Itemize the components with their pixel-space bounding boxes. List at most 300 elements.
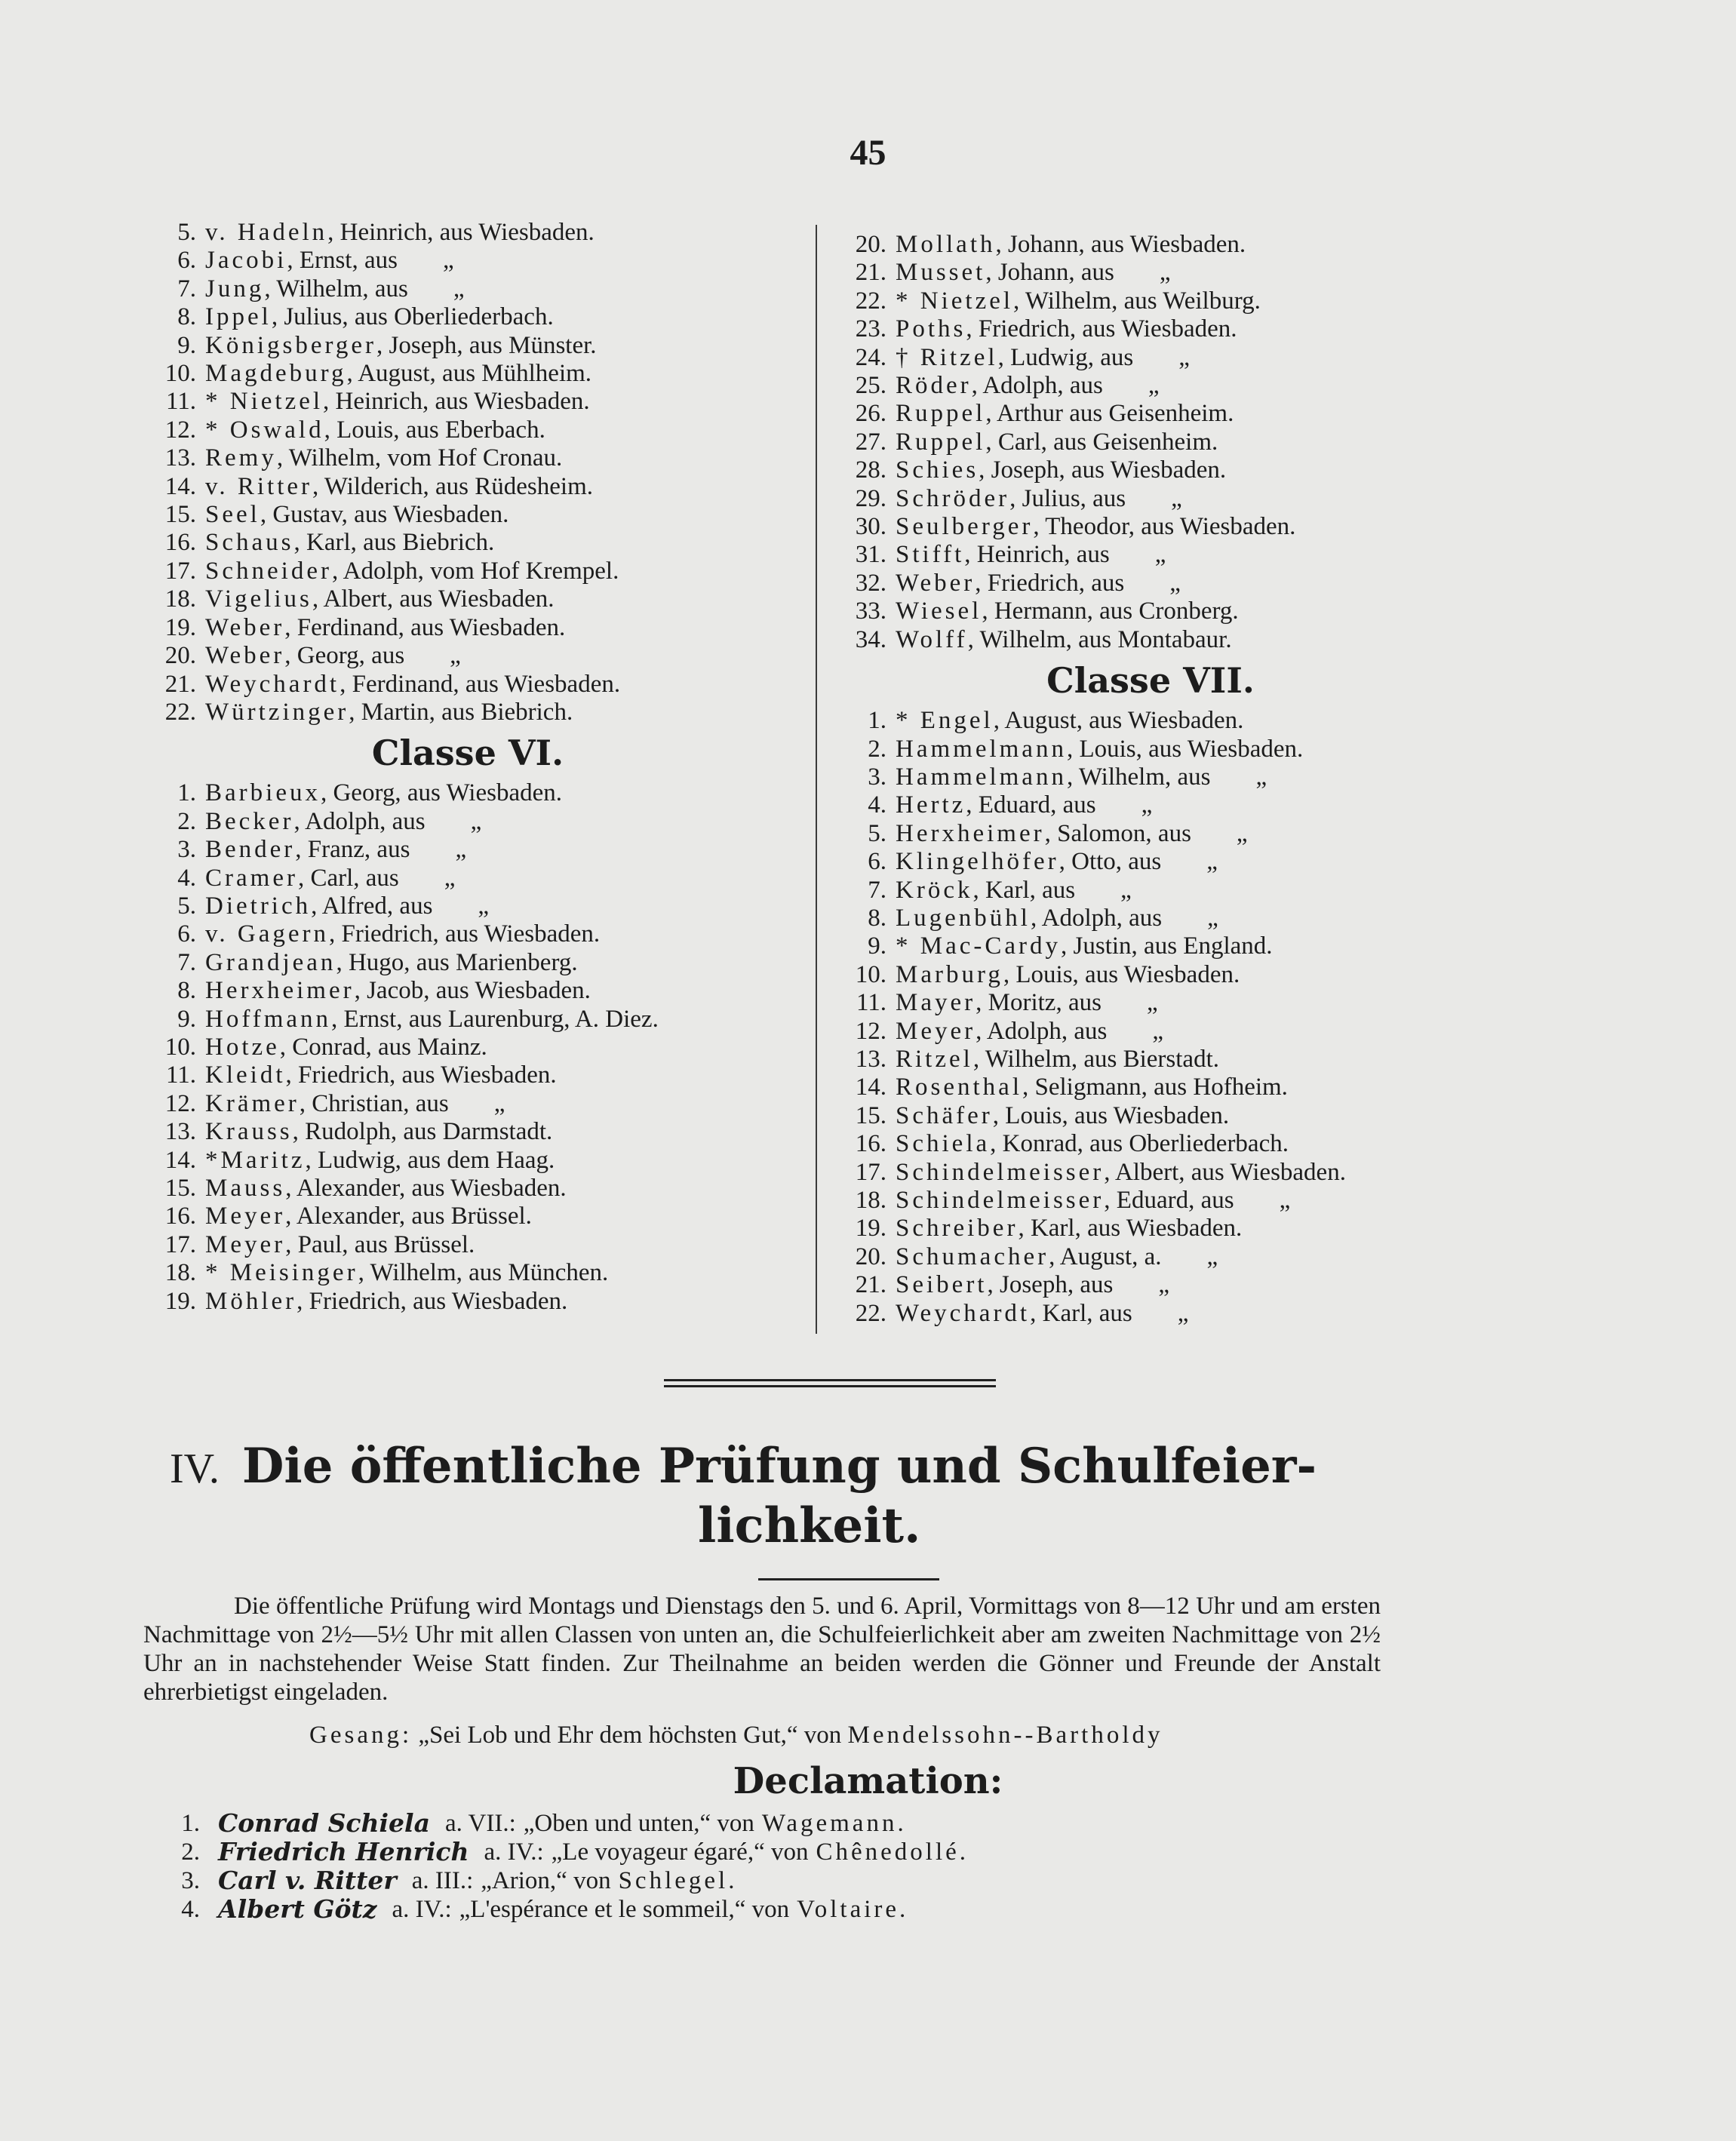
list-item	[136, 779, 800, 807]
left-top-list	[136, 219, 800, 726]
ditto-mark: „	[493, 1089, 505, 1117]
entry-surname: Ruppel	[896, 400, 986, 428]
entry-number: 8.	[868, 904, 886, 932]
entry-number: 29.	[855, 484, 886, 512]
list-item	[826, 231, 1475, 259]
list-item	[136, 1006, 800, 1034]
entry-number: 18.	[855, 1187, 886, 1214]
entry-details: , Wilhelm, aus	[264, 275, 408, 303]
entry-details: , Carl, aus	[297, 864, 399, 892]
entry-surname: Weber	[205, 613, 285, 641]
entry-surname: Dietrich	[205, 892, 312, 920]
list-item	[826, 597, 1475, 625]
list-item	[826, 1271, 1475, 1299]
entry-surname: Marburg	[896, 960, 1003, 988]
entry-details: , Julius, aus Oberliederbach.	[271, 303, 554, 331]
declamation-item	[162, 1895, 969, 1924]
declamation-piece: „Arion,“ von	[481, 1867, 611, 1894]
entry-surname: * Engel	[896, 707, 994, 735]
entry-details: , Joseph, aus Münster.	[376, 331, 597, 359]
entry-number: 19.	[164, 613, 196, 641]
entry-details: , Louis, aus Wiesbaden.	[992, 1101, 1230, 1129]
entry-number: 28.	[855, 456, 886, 484]
ditto-mark: „	[1178, 343, 1190, 371]
ditto-mark: „	[1148, 372, 1160, 400]
entry-details: , Jacob, aus Wiesbaden.	[354, 977, 591, 1005]
list-item	[136, 614, 800, 642]
entry-surname: Seibert	[896, 1271, 988, 1299]
gesang-text: „Sei Lob und Ehr dem höchsten Gut,“ von	[418, 1722, 842, 1749]
entry-details: , Albert, aus Wiesbaden.	[312, 585, 555, 613]
list-item	[826, 485, 1475, 513]
declamation-class: a. VII.:	[444, 1810, 516, 1837]
list-item	[826, 372, 1475, 400]
entry-number: 20.	[164, 642, 196, 670]
entry-number: 17.	[164, 557, 196, 585]
entry-number: 14.	[855, 1074, 886, 1101]
entry-number: 17.	[164, 1230, 196, 1258]
entry-surname: Weychardt	[896, 1299, 1031, 1327]
entry-details: , Conrad, aus Mainz.	[279, 1033, 487, 1061]
entry-number: 16.	[164, 529, 196, 557]
list-item	[826, 315, 1475, 343]
list-item	[826, 541, 1475, 569]
entry-details: , Louis, aus Wiesbaden.	[1066, 735, 1304, 763]
list-item	[136, 1061, 800, 1089]
entry-details: , Johann, aus Wiesbaden.	[995, 231, 1246, 258]
left-class-list	[136, 779, 800, 1316]
declamation-item	[162, 1838, 969, 1866]
ditto-mark: „	[1141, 791, 1153, 819]
ditto-mark: „	[470, 807, 482, 835]
gesang-label: Gesang:	[309, 1722, 413, 1749]
ditto-mark: „	[1159, 259, 1171, 287]
entry-number: 4.	[868, 791, 886, 819]
entry-surname: Grandjean	[205, 948, 336, 976]
entry-number: 5.	[177, 892, 196, 920]
list-item	[136, 416, 800, 444]
entry-number: 7.	[868, 876, 886, 904]
list-item	[826, 400, 1475, 428]
list-item	[136, 699, 800, 726]
list-item	[136, 1259, 800, 1287]
entry-number: 12.	[164, 416, 196, 444]
entry-surname: v. Gagern	[205, 920, 329, 948]
entry-number: 8.	[177, 977, 196, 1005]
ditto-mark: „	[1206, 848, 1218, 876]
section-title-line2: lichkeit.	[698, 1497, 921, 1554]
entry-details: , Ernst, aus	[287, 247, 398, 275]
entry-surname: Becker	[205, 807, 294, 835]
entry-details: , Ferdinand, aus Wiesbaden.	[284, 613, 566, 641]
entry-number: 4.	[177, 864, 196, 892]
entry-number: 20.	[855, 1243, 886, 1270]
list-item	[136, 671, 800, 699]
entry-surname: Röder	[896, 372, 972, 400]
entry-details: , Johann, aus	[985, 259, 1114, 287]
entry-number: 27.	[855, 428, 886, 456]
entry-surname: *Maritz	[205, 1146, 306, 1174]
ditto-mark: „	[1158, 1271, 1169, 1299]
entry-number: 9.	[177, 331, 196, 359]
entry-number: 31.	[855, 541, 886, 569]
entry-surname: Vigelius	[205, 585, 312, 613]
entry-number: 21.	[855, 259, 886, 287]
entry-details: , Eduard, aus	[1104, 1187, 1234, 1214]
entry-surname: Jung	[205, 275, 265, 303]
entry-number: 18.	[164, 585, 196, 613]
entry-surname: Wiesel	[896, 597, 982, 625]
list-item	[136, 1175, 800, 1203]
list-item	[826, 763, 1475, 791]
entry-details: , Christian, aus	[299, 1089, 449, 1117]
list-item	[826, 1300, 1475, 1328]
list-item	[136, 920, 800, 948]
entry-surname: Schaus	[205, 529, 294, 557]
ditto-mark: „	[1169, 569, 1181, 597]
entry-details: , Wilhelm, vom Hof Cronau.	[276, 444, 563, 472]
ditto-mark: „	[1236, 819, 1248, 847]
entry-details: , Friedrich, aus Wiesbaden.	[297, 1287, 568, 1315]
list-item	[136, 1034, 800, 1061]
entry-details: , Adolph, vom Hof Krempel.	[331, 557, 619, 585]
entry-number: 15.	[855, 1101, 886, 1129]
list-item	[826, 848, 1475, 876]
entry-surname: Herxheimer	[205, 977, 355, 1005]
entry-number: 23.	[855, 315, 886, 343]
list-item	[826, 932, 1475, 960]
list-item	[826, 791, 1475, 819]
declamation-number: 2.	[181, 1838, 200, 1866]
declamation-class: a. IV.:	[484, 1838, 544, 1866]
entry-surname: Krauss	[205, 1118, 293, 1146]
list-item	[136, 444, 800, 472]
ditto-mark: „	[1255, 763, 1267, 791]
entry-details: , Hermann, aus Cronberg.	[982, 597, 1239, 625]
entry-details: , Gustav, aus Wiesbaden.	[260, 501, 509, 529]
entry-number: 24.	[855, 343, 886, 371]
entry-number: 11.	[165, 388, 196, 416]
entry-surname: Schindelmeisser	[896, 1187, 1105, 1214]
list-item	[826, 259, 1475, 287]
list-item	[136, 977, 800, 1005]
entry-surname: Stifft	[896, 541, 965, 569]
entry-number: 18.	[164, 1259, 196, 1287]
list-item	[136, 865, 800, 892]
entry-surname: Seulberger	[896, 513, 1034, 541]
list-item	[826, 1102, 1475, 1130]
list-item	[826, 1046, 1475, 1074]
entry-surname: Klingelhöfer	[896, 848, 1059, 876]
entry-number: 22.	[164, 698, 196, 726]
entry-number: 2.	[868, 735, 886, 763]
section-separator	[664, 1379, 996, 1391]
page-number: 45	[850, 133, 886, 173]
entry-surname: Barbieux	[205, 779, 321, 807]
entry-surname: Hoffmann	[205, 1005, 332, 1033]
entry-surname: Schröder	[896, 484, 1010, 512]
declamation-person: Conrad Schiela	[218, 1808, 430, 1838]
entry-surname: Würtzinger	[205, 698, 349, 726]
entry-surname: Lugenbühl	[896, 904, 1031, 932]
list-item	[136, 1147, 800, 1175]
entry-details: , Albert, aus Wiesbaden.	[1104, 1158, 1346, 1186]
right-class-list	[826, 707, 1475, 1328]
ditto-mark: „	[455, 836, 467, 864]
ditto-mark: „	[1207, 904, 1218, 932]
entry-surname: Hammelmann	[896, 763, 1067, 791]
list-item	[826, 877, 1475, 905]
right-column	[826, 231, 1475, 1328]
entry-details: , Franz, aus	[295, 836, 410, 864]
declamation-piece: „L'espérance et le sommeil,“ von	[459, 1896, 790, 1923]
entry-details: , Ludwig, aus	[997, 343, 1134, 371]
declamation-author: Chênedollé.	[816, 1838, 969, 1866]
entry-details: , Theodor, aus Wiesbaden.	[1033, 513, 1296, 541]
declamation-author: Wagemann.	[761, 1810, 907, 1837]
entry-details: , Justin, aus England.	[1061, 932, 1273, 960]
entry-surname: * Mac-Cardy	[896, 932, 1062, 960]
list-item	[136, 585, 800, 613]
ditto-mark: „	[478, 892, 490, 920]
class-heading-vii: Classe VII.	[1046, 660, 1255, 702]
ditto-mark: „	[1279, 1187, 1291, 1214]
entry-surname: Jacobi	[205, 247, 287, 275]
declamation-piece: „Oben und unten,“ von	[523, 1810, 754, 1837]
entry-surname: v. Ritter	[205, 472, 313, 500]
ditto-mark: „	[453, 275, 465, 303]
entry-number: 13.	[164, 444, 196, 472]
declamation-person: Albert Götz	[218, 1894, 377, 1924]
entry-number: 3.	[868, 763, 886, 791]
entry-surname: Weychardt	[205, 670, 340, 698]
entry-surname: Schneider	[205, 557, 332, 585]
entry-details: , Martin, aus Biebrich.	[349, 698, 573, 726]
entry-surname: Weber	[205, 642, 285, 670]
ditto-mark: „	[442, 247, 454, 275]
entry-number: 21.	[164, 670, 196, 698]
entry-details: , August, a.	[1049, 1243, 1162, 1270]
entry-number: 32.	[855, 569, 886, 597]
entry-number: 1.	[868, 707, 886, 735]
list-item	[826, 344, 1475, 372]
ditto-mark: „	[1177, 1299, 1189, 1327]
entry-number: 5.	[868, 819, 886, 847]
left-column	[136, 219, 800, 1316]
entry-number: 1.	[177, 779, 196, 807]
entry-surname: Mauss	[205, 1175, 286, 1202]
entry-surname: † Ritzel	[896, 343, 998, 371]
entry-details: , August, aus Wiesbaden.	[993, 707, 1244, 735]
entry-details: , Friedrich, aus	[975, 569, 1125, 597]
entry-details: , Hugo, aus Marienberg.	[336, 948, 578, 976]
list-item	[826, 513, 1475, 541]
entry-number: 34.	[855, 625, 886, 653]
list-item	[136, 1090, 800, 1118]
entry-surname: Mollath	[896, 231, 996, 258]
entry-number: 14.	[164, 472, 196, 500]
list-item	[136, 836, 800, 864]
list-item	[136, 529, 800, 557]
entry-surname: Rosenthal	[896, 1074, 1022, 1101]
declamation-number: 1.	[181, 1810, 200, 1837]
entry-surname: Krämer	[205, 1089, 300, 1117]
entry-details: , Julius, aus	[1009, 484, 1126, 512]
entry-details: , Ernst, aus Laurenburg, A. Diez.	[331, 1005, 659, 1033]
declamation-person: Carl v. Ritter	[218, 1866, 397, 1895]
entry-details: , Alexander, aus Brüssel.	[285, 1203, 532, 1230]
entry-number: 12.	[855, 1017, 886, 1045]
entry-number: 10.	[164, 1033, 196, 1061]
entry-surname: Schindelmeisser	[896, 1158, 1105, 1186]
entry-surname: * Nietzel	[205, 388, 324, 416]
list-item	[136, 360, 800, 388]
exam-paragraph	[143, 1592, 1381, 1706]
entry-number: 15.	[164, 501, 196, 529]
entry-number: 11.	[165, 1061, 196, 1089]
list-item	[826, 1215, 1475, 1243]
section-title	[170, 1438, 1483, 1555]
entry-number: 11.	[856, 989, 886, 1017]
ditto-mark: „	[444, 864, 456, 892]
declamation-class: a. III.:	[411, 1867, 474, 1894]
entry-surname: Wolff	[896, 625, 968, 653]
entry-surname: Bender	[205, 836, 296, 864]
entry-number: 12.	[164, 1089, 196, 1117]
list-item	[136, 303, 800, 331]
entry-details: , Paul, aus Brüssel.	[285, 1230, 475, 1258]
entry-surname: Schumacher	[896, 1243, 1049, 1270]
title-rule	[758, 1578, 939, 1580]
list-item	[826, 736, 1475, 763]
entry-number: 7.	[177, 948, 196, 976]
entry-surname: Schies	[896, 456, 979, 484]
list-item	[136, 388, 800, 416]
list-item	[136, 247, 800, 275]
entry-details: , Wilhelm, aus Bierstadt.	[972, 1045, 1219, 1073]
entry-details: , Adolph, aus	[293, 807, 426, 835]
entry-details: , Karl, aus Biebrich.	[293, 529, 495, 557]
entry-details: , Heinrich, aus Wiesbaden.	[323, 388, 590, 416]
ditto-mark: „	[1171, 484, 1182, 512]
entry-surname: Schiela	[896, 1130, 991, 1158]
entry-details: , Arthur aus Geisenheim.	[985, 400, 1234, 428]
entry-number: 22.	[855, 287, 886, 315]
list-item	[826, 1018, 1475, 1046]
entry-details: , Wilhelm, aus	[1066, 763, 1211, 791]
declamation-number: 3.	[181, 1867, 200, 1894]
list-item	[136, 1231, 800, 1259]
entry-number: 19.	[164, 1287, 196, 1315]
gesang-line	[309, 1722, 1163, 1749]
entry-number: 33.	[855, 597, 886, 625]
entry-number: 21.	[855, 1271, 886, 1299]
ditto-mark: „	[1154, 541, 1166, 569]
entry-surname: Möhler	[205, 1287, 297, 1315]
list-item	[826, 456, 1475, 484]
entry-details: , Konrad, aus Oberliederbach.	[990, 1130, 1289, 1158]
entry-number: 20.	[855, 231, 886, 258]
entry-details: , Rudolph, aus Darmstadt.	[292, 1118, 553, 1146]
entry-details: , Karl, aus	[1030, 1299, 1132, 1327]
entry-details: , Friedrich, aus Wiesbaden.	[328, 920, 601, 948]
entry-details: , Adolph, aus	[976, 1017, 1108, 1045]
entry-number: 15.	[164, 1175, 196, 1202]
entry-details: , Alexander, aus Wiesbaden.	[285, 1175, 567, 1202]
declamation-piece: „Le voyageur égaré,“ von	[551, 1838, 809, 1866]
entry-details: , Seligmann, aus Hofheim.	[1022, 1074, 1288, 1101]
entry-surname: Meyer	[896, 1017, 976, 1045]
entry-number: 9.	[177, 1005, 196, 1033]
entry-number: 2.	[177, 807, 196, 835]
entry-details: , Karl, aus Wiesbaden.	[1018, 1215, 1243, 1243]
entry-number: 5.	[177, 219, 196, 246]
entry-details: , Ludwig, aus dem Haag.	[305, 1146, 555, 1174]
entry-surname: Ruppel	[896, 428, 986, 456]
entry-details: , Heinrich, aus	[964, 541, 1110, 569]
entry-details: , Moritz, aus	[976, 989, 1102, 1017]
declamation-heading: Declamation:	[733, 1760, 1003, 1802]
declamation-item	[162, 1809, 969, 1838]
entry-details: , Wilderich, aus Rüdesheim.	[312, 472, 594, 500]
entry-number: 9.	[868, 932, 886, 960]
class-heading-vi: Classe VI.	[371, 733, 564, 774]
entry-surname: Musset	[896, 259, 986, 287]
entry-surname: Schreiber	[896, 1215, 1019, 1243]
ditto-mark: „	[1120, 876, 1132, 904]
entry-details: , Carl, aus Geisenheim.	[985, 428, 1218, 456]
entry-details: , Adolph, aus	[971, 372, 1103, 400]
declamation-number: 4.	[181, 1896, 200, 1923]
entry-surname: v. Hadeln	[205, 219, 328, 246]
entry-surname: Kleidt	[205, 1061, 286, 1089]
list-item	[136, 332, 800, 360]
list-item	[136, 1118, 800, 1146]
entry-details: , Salomon, aus	[1044, 819, 1191, 847]
entry-details: , Joseph, aus Wiesbaden.	[979, 456, 1227, 484]
declamation-person: Friedrich Henrich	[218, 1837, 469, 1866]
list-item	[136, 1203, 800, 1230]
entry-number: 13.	[164, 1118, 196, 1146]
entry-surname: * Meisinger	[205, 1259, 358, 1287]
list-item	[826, 1243, 1475, 1271]
entry-details: , Ferdinand, aus Wiesbaden.	[340, 670, 621, 698]
entry-surname: Poths	[896, 315, 966, 343]
list-item	[136, 892, 800, 920]
section-title-line1: Die öffentliche Prüfung und Schulfeier-	[241, 1438, 1317, 1494]
entry-surname: Seel	[205, 501, 260, 529]
list-item	[826, 1130, 1475, 1158]
entry-surname: Remy	[205, 444, 277, 472]
entry-number: 25.	[855, 372, 886, 400]
list-item	[136, 501, 800, 529]
entry-number: 30.	[855, 513, 886, 541]
list-item	[826, 820, 1475, 848]
declamation-author: Schlegel.	[618, 1867, 738, 1894]
list-item	[826, 287, 1475, 315]
entry-number: 13.	[855, 1045, 886, 1073]
list-item	[826, 707, 1475, 735]
entry-number: 10.	[855, 960, 886, 988]
entry-number: 7.	[177, 275, 196, 303]
entry-details: , Friedrich, aus Wiesbaden.	[285, 1061, 557, 1089]
declamation-author: Voltaire.	[797, 1896, 909, 1923]
list-item	[136, 275, 800, 303]
entry-surname: Cramer	[205, 864, 298, 892]
list-item	[826, 570, 1475, 597]
entry-details: , Georg, aus Wiesbaden.	[320, 779, 563, 807]
entry-number: 22.	[855, 1299, 886, 1327]
